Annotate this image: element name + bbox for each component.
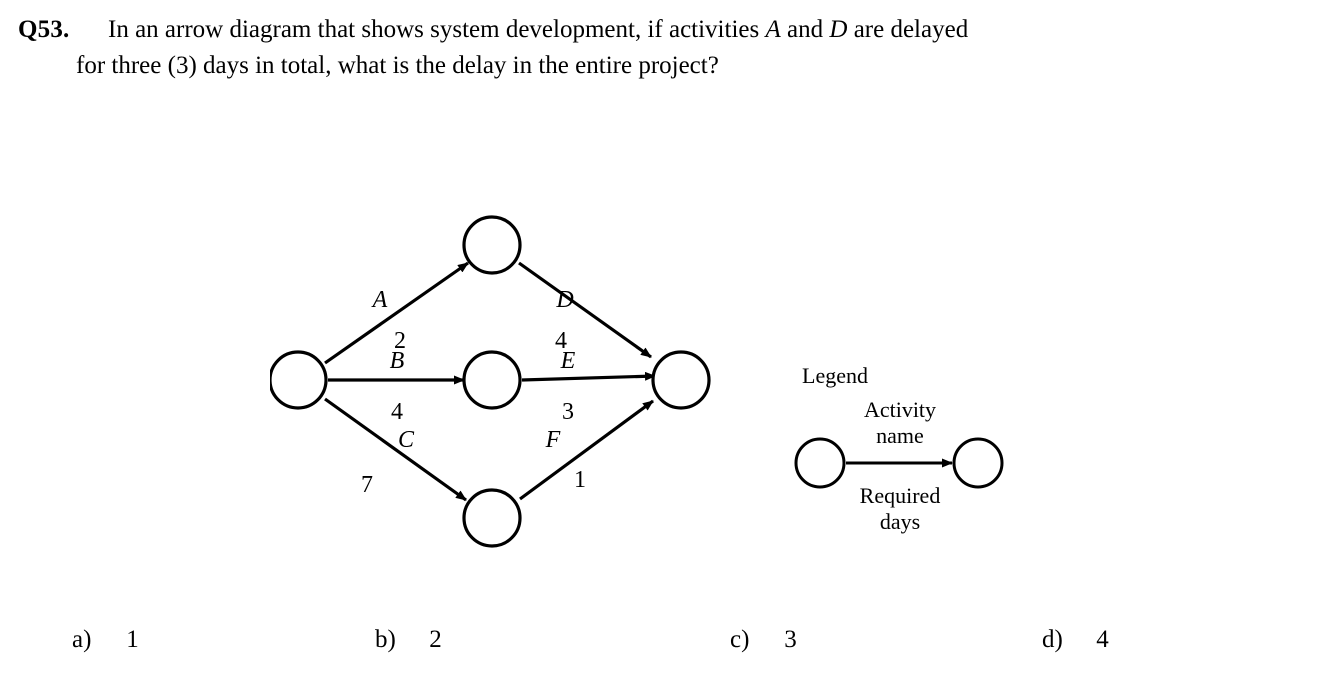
label-activity-c-days: 7 — [361, 472, 373, 498]
label-activity-b-days: 4 — [391, 399, 403, 425]
option-b-tag: b) — [375, 626, 396, 653]
stem-text-c: are delayed — [853, 16, 969, 43]
option-a-value: 1 — [126, 626, 139, 653]
option-c[interactable] — [730, 625, 797, 655]
label-activity-d-days: 4 — [555, 328, 567, 354]
arrow-diagram-svg — [270, 215, 720, 575]
label-activity-c-name: C — [397, 427, 415, 453]
arrow-diagram — [270, 215, 720, 575]
stem-var-a: A — [765, 16, 781, 43]
option-c-tag: c) — [730, 626, 750, 653]
option-b[interactable] — [375, 625, 442, 655]
stem-var-d: D — [829, 16, 848, 43]
label-activity-e-days: 3 — [562, 399, 574, 425]
legend-activity-name-line1: Activity — [863, 397, 937, 422]
label-activity-b-name: B — [389, 348, 405, 374]
stem-text-a: In an arrow diagram that shows system development, if activities — [108, 16, 766, 43]
edge-activity-d — [519, 263, 651, 357]
diagram-legend — [780, 355, 1040, 545]
legend-svg — [780, 355, 1040, 545]
node-bottom — [464, 490, 520, 546]
label-activity-d-name: D — [556, 287, 574, 313]
node-top — [464, 217, 520, 273]
question-stem-line-2: for three (3) days in total, what is the delay in the entire project? — [76, 52, 719, 79]
legend-node-left — [796, 439, 844, 487]
label-activity-f-name: F — [545, 427, 561, 453]
legend-node-right — [954, 439, 1002, 487]
label-activity-a-days: 2 — [394, 328, 406, 354]
node-end — [653, 352, 709, 408]
question-stem — [18, 12, 1318, 84]
label-activity-f-days: 1 — [574, 467, 586, 493]
legend-title: Legend — [802, 363, 868, 388]
question-stem-line-1 — [18, 12, 1318, 48]
edge-activity-e — [522, 376, 655, 380]
option-d[interactable] — [1042, 625, 1109, 655]
question-number: Q53. — [18, 16, 70, 43]
legend-activity-name-line2: name — [876, 423, 924, 448]
node-start — [270, 352, 326, 408]
option-a[interactable] — [72, 625, 139, 655]
option-a-tag: a) — [72, 626, 92, 653]
option-d-tag: d) — [1042, 626, 1063, 653]
node-middle — [464, 352, 520, 408]
stem-text-b: and — [787, 16, 830, 43]
option-c-value: 3 — [784, 626, 797, 653]
answer-options — [0, 625, 1330, 670]
legend-required-days-line2: days — [879, 509, 921, 534]
legend-required-days-line1: Required — [859, 483, 941, 508]
label-activity-e-name: E — [560, 348, 576, 374]
option-b-value: 2 — [429, 626, 442, 653]
edge-activity-f — [520, 401, 653, 499]
label-activity-a-name: A — [372, 287, 388, 313]
option-d-value: 4 — [1096, 626, 1109, 653]
